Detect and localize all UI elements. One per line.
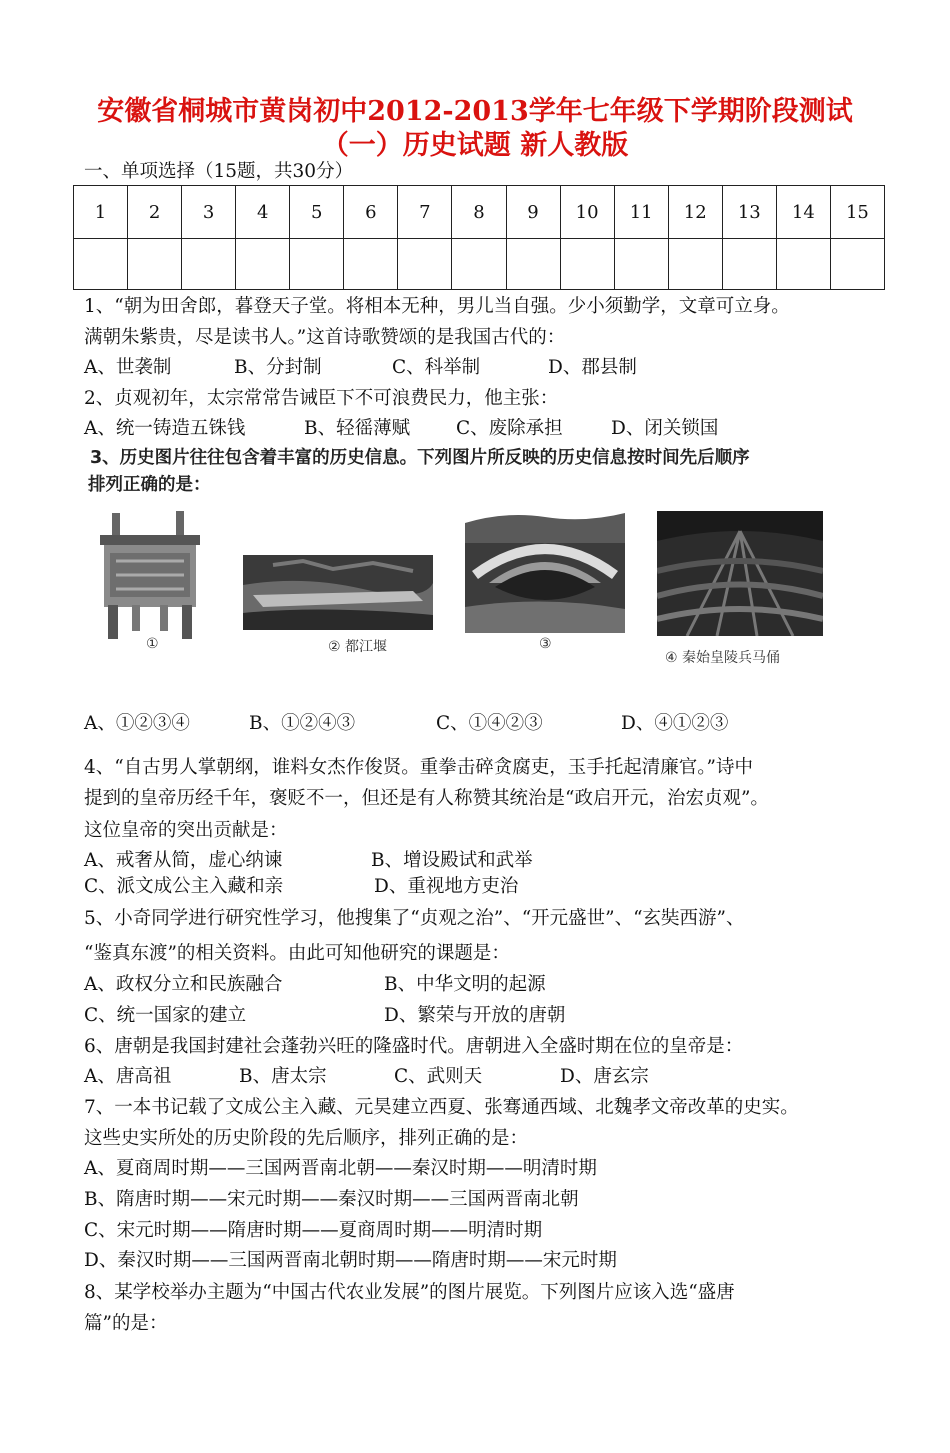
question-8-line-2: 篇”的是：: [84, 1313, 168, 1334]
option-d[interactable]: D、唐玄宗: [560, 1066, 649, 1087]
question-1-line-2: 满朝朱紫贵，尽是读书人。”这首诗歌赞颂的是我国古代的：: [84, 327, 566, 348]
terracotta-army-image: [657, 511, 823, 636]
answer-header-cell: 2: [128, 186, 182, 239]
answer-blank-cell[interactable]: [722, 239, 776, 290]
question-4-line-2: 提到的皇帝历经千年，褒贬不一，但还是有人称赞其统治是“政启开元，治宏贞观”。: [84, 788, 769, 809]
option-b[interactable]: B、轻徭薄赋: [304, 418, 411, 439]
option-d[interactable]: D、④①②③: [621, 713, 729, 734]
answer-header-cell: 12: [668, 186, 722, 239]
answer-blank-cell[interactable]: [560, 239, 614, 290]
question-7-line-2: 这些史实所处的历史阶段的先后顺序，排列正确的是：: [84, 1128, 529, 1149]
answer-blank-cell[interactable]: [776, 239, 830, 290]
answer-header-cell: 1: [74, 186, 128, 239]
question-7-option-a[interactable]: A、夏商周时期——三国两晋南北朝——秦汉时期——明清时期: [84, 1158, 597, 1179]
answer-header-cell: 7: [398, 186, 452, 239]
stone-bridge-image: [465, 503, 625, 633]
question-1-options: [84, 355, 884, 381]
option-c[interactable]: C、统一国家的建立: [84, 1005, 247, 1026]
option-c[interactable]: C、派文成公主入藏和亲: [84, 876, 284, 897]
dujiangyan-image: [243, 555, 433, 630]
option-b[interactable]: B、中华文明的起源: [384, 974, 546, 995]
question-4-options-row-2: [84, 874, 884, 900]
answer-blank-cell[interactable]: [668, 239, 722, 290]
answer-blank-cell[interactable]: [236, 239, 290, 290]
question-3-line-1: 3、历史图片往往包含着丰富的历史信息。下列图片所反映的历史信息按时间先后顺序: [90, 448, 750, 468]
option-d[interactable]: D、繁荣与开放的唐朝: [384, 1005, 566, 1026]
answer-blank-cell[interactable]: [290, 239, 344, 290]
option-c[interactable]: C、①④②③: [436, 713, 543, 734]
option-c[interactable]: C、武则天: [394, 1066, 483, 1087]
answer-blank-cell[interactable]: [74, 239, 128, 290]
option-c[interactable]: C、科举制: [392, 357, 481, 378]
answer-header-cell: 6: [344, 186, 398, 239]
option-b[interactable]: B、增设殿试和武举: [371, 850, 533, 871]
option-b[interactable]: B、分封制: [234, 357, 322, 378]
option-d[interactable]: D、郡县制: [548, 357, 637, 378]
question-3-options: [84, 711, 884, 737]
answer-blank-cell[interactable]: [182, 239, 236, 290]
answer-blank-cell[interactable]: [398, 239, 452, 290]
answer-blank-cell[interactable]: [344, 239, 398, 290]
image-caption-4: ④ 秦始皇陵兵马俑: [665, 650, 781, 666]
answer-header-cell: 10: [560, 186, 614, 239]
question-2-line-1: 2、贞观初年，太宗常常告诫臣下不可浪费民力，他主张：: [84, 388, 559, 409]
answer-header-cell: 8: [452, 186, 506, 239]
question-5-options-row-2: [84, 1003, 884, 1029]
question-7-option-c[interactable]: C、宋元时期——隋唐时期——夏商周时期——明清时期: [84, 1220, 543, 1241]
option-c[interactable]: C、废除承担: [456, 418, 563, 439]
image-caption-2: ② 都江堰: [328, 639, 388, 655]
question-4-line-1: 4、“自古男人掌朝纲，谁料女杰作俊贤。重拳击碎贪腐吏，玉手托起清廉官。”诗中: [84, 757, 753, 778]
question-5-line-1: 5、小奇同学进行研究性学习，他搜集了“贞观之治”、“开元盛世”、“玄奘西游”、: [84, 908, 745, 929]
option-a[interactable]: A、①②③④: [84, 713, 190, 734]
section-heading: 一、单项选择（15题，共30分）: [84, 161, 354, 182]
option-a[interactable]: A、唐高祖: [84, 1066, 172, 1087]
exam-title-line1: 安徽省桐城市黄岗初中2012-2013学年七年级下学期阶段测试: [97, 96, 853, 127]
answer-table: [73, 185, 885, 290]
option-a[interactable]: A、政权分立和民族融合: [84, 974, 283, 995]
answer-blank-cell[interactable]: [506, 239, 560, 290]
answer-blank-cell[interactable]: [614, 239, 668, 290]
question-6-options: [84, 1064, 884, 1090]
answer-blank-cell[interactable]: [452, 239, 506, 290]
option-b[interactable]: B、①②④③: [249, 713, 356, 734]
option-a[interactable]: A、统一铸造五铢钱: [84, 418, 246, 439]
option-a[interactable]: A、世袭制: [84, 357, 172, 378]
answer-header-cell: 13: [722, 186, 776, 239]
answer-header-cell: 3: [182, 186, 236, 239]
answer-header-cell: 14: [776, 186, 830, 239]
option-b[interactable]: B、唐太宗: [239, 1066, 327, 1087]
option-a[interactable]: A、戒奢从简，虚心纳谏: [84, 850, 283, 871]
question-2-options: [84, 416, 884, 442]
answer-table-header-row: [74, 186, 885, 239]
question-8-line-1: 8、某学校举办主题为“中国古代农业发展”的图片展览。下列图片应该入选“盛唐: [84, 1282, 735, 1303]
question-1-line-1: 1、“朝为田舍郎，暮登天子堂。将相本无种，男儿当自强。少小须勤学，文章可立身。: [84, 296, 790, 317]
answer-blank-cell[interactable]: [830, 239, 884, 290]
answer-header-cell: 5: [290, 186, 344, 239]
exam-title-line2: （一）历史试题 新人教版: [321, 130, 629, 161]
question-4-line-3: 这位皇帝的突出贡献是：: [84, 820, 288, 841]
answer-blank-cell[interactable]: [128, 239, 182, 290]
answer-header-cell: 9: [506, 186, 560, 239]
question-5-options-row-1: [84, 972, 884, 998]
answer-header-cell: 15: [830, 186, 884, 239]
question-4-options-row-1: [84, 848, 884, 874]
question-7-line-1: 7、一本书记载了文成公主入藏、元昊建立西夏、张骞通西域、北魏孝文帝改革的史实。: [84, 1097, 799, 1118]
image-caption-1: ①: [146, 636, 159, 652]
question-5-line-2: “鉴真东渡”的相关资料。由此可知他研究的课题是：: [84, 943, 510, 964]
question-3-line-2: 排列正确的是：: [88, 475, 211, 495]
question-6-line-1: 6、唐朝是我国封建社会蓬勃兴旺的隆盛时代。唐朝进入全盛时期在位的皇帝是：: [84, 1036, 744, 1057]
image-caption-3: ③: [539, 636, 552, 652]
answer-table-blank-row: [74, 239, 885, 290]
answer-header-cell: 4: [236, 186, 290, 239]
option-d[interactable]: D、闭关锁国: [611, 418, 719, 439]
question-7-option-d[interactable]: D、秦汉时期——三国两晋南北朝时期——隋唐时期——宋元时期: [84, 1250, 617, 1271]
question-7-option-b[interactable]: B、隋唐时期——宋元时期——秦汉时期——三国两晋南北朝: [84, 1189, 579, 1210]
option-d[interactable]: D、重视地方吏治: [374, 876, 519, 897]
answer-header-cell: 11: [614, 186, 668, 239]
